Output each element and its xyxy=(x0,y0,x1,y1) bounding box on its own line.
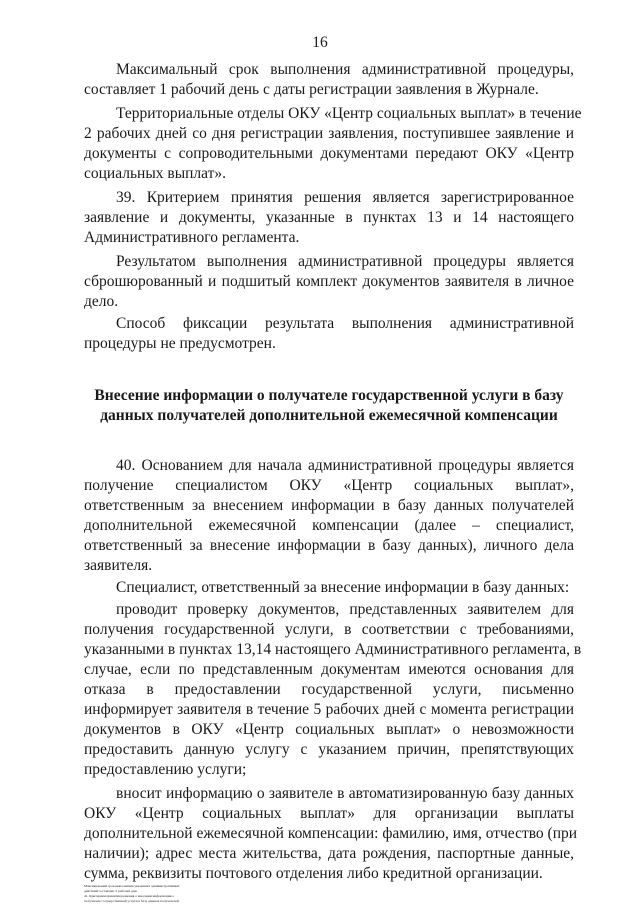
text-line: ответственный за внесение информации в базу данных), личного дела xyxy=(84,537,574,554)
text-line: отказа в предоставлении государственной услуги, письменно xyxy=(84,681,574,698)
text-line: предоставлению услуги; xyxy=(84,761,247,778)
text-line: получения государственной услуги, в соответствии с требованиями, xyxy=(84,621,574,638)
text-line: Территориальные отделы ОКУ «Центр социальных выплат» в течение xyxy=(116,105,582,122)
section-heading: данных получателей дополнительной ежемесячной компенсации xyxy=(100,407,558,424)
text-line: случае, если по представленным документам имеются основания для xyxy=(84,661,574,678)
text-line: дополнительной ежемесячной компенсации (далее – специалист, xyxy=(84,517,574,534)
text-line: проводит проверку документов, представленных заявителем для xyxy=(116,601,574,618)
text-line: заявление и документы, указанные в пунктах 13 и 14 настоящего xyxy=(84,209,574,226)
text-line: информирует заявителя в течение 5 рабочих дней с момента регистрации xyxy=(84,701,574,718)
text-line: заявителя. xyxy=(84,557,153,574)
text-line: составляет 1 рабочий день с даты регистрации заявления в Журнале. xyxy=(84,81,539,98)
text-line: социальных выплат». xyxy=(84,165,227,182)
text-line: Административного регламента. xyxy=(84,229,300,246)
text-line: получение специалистом ОКУ «Центр социальных выплат», xyxy=(84,477,574,494)
text-line: ответственным за внесением информации в базу данных получателей xyxy=(84,497,574,514)
text-line: Результатом выполнения административной процедуры является xyxy=(116,253,574,270)
text-line: дополнительной ежемесячной компенсации: фамилию, имя, отчество (при xyxy=(84,825,578,842)
text-line: Максимальный срок выполнения указанных административных xyxy=(84,884,180,888)
text-line: получателе государственной услуги в базу данных получателей xyxy=(84,899,179,903)
text-line: дело. xyxy=(84,293,119,310)
text-line: 39. Критерием принятия решения является зарегистрированное xyxy=(116,189,574,206)
text-line: действий составляет 2 рабочих дня. xyxy=(84,889,138,893)
text-line: документы с сопроводительными документами передают ОКУ «Центр xyxy=(84,145,574,162)
text-line: ОКУ «Центр социальных выплат» для организации выплаты xyxy=(84,805,574,822)
text-line: процедуры не предусмотрен. xyxy=(84,335,276,352)
text-line: указанными в пунктах 13,14 настоящего Административного регламента, в xyxy=(84,641,582,658)
text-line: наличии); адрес места жительства, дата рождения, паспортные данные, xyxy=(84,845,574,862)
text-line: 40. Основанием для начала административной процедуры является xyxy=(116,457,574,474)
text-line: сброшюрованный и подшитый комплект документов заявителя в личное xyxy=(84,273,574,290)
section-heading: Внесение информации о получателе государственной услуги в базу xyxy=(94,387,564,404)
text-line: предоставить данную услугу с указанием причин, препятствующих xyxy=(84,741,574,758)
text-line: Максимальный срок выполнения административной процедуры, xyxy=(116,61,574,78)
text-line: документов в ОКУ «Центр социальных выплат» о невозможности xyxy=(84,721,574,738)
text-line: Способ фиксации результата выполнения административной xyxy=(116,315,574,332)
text-line: вносит информацию о заявителе в автоматизированную базу данных xyxy=(116,785,574,802)
text-line: сумма, реквизиты почтового отделения либо кредитной организации. xyxy=(84,865,543,882)
text-line: 41. Критерием принятия решения о внесении информации о xyxy=(84,894,175,898)
text-line: Специалист, ответственный за внесение информации в базу данных: xyxy=(116,579,570,596)
page-number: 16 xyxy=(312,34,328,51)
text-line: 2 рабочих дней со дня регистрации заявления, поступившее заявление и xyxy=(84,125,574,142)
